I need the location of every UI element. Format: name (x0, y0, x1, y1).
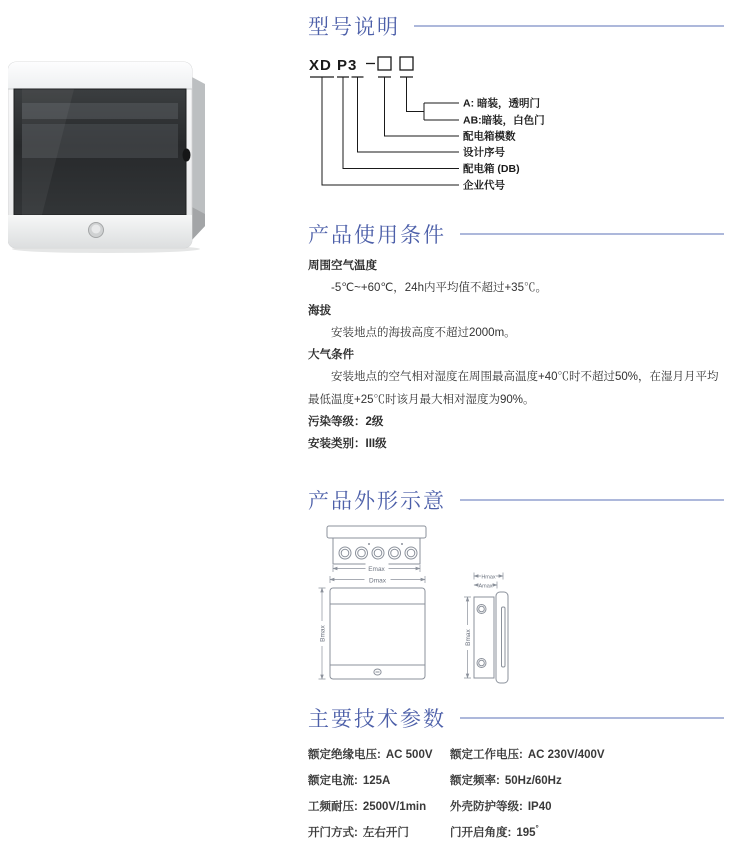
header-rule (460, 233, 724, 235)
param-item (308, 798, 450, 814)
param-value: IP40 (527, 801, 552, 813)
section-title: 型号说明 (308, 16, 400, 39)
product-photo (8, 56, 208, 254)
param-row (308, 793, 728, 819)
param-row (308, 819, 728, 841)
param-label: 额定工作电压: (450, 749, 523, 761)
tech-params-list (308, 741, 728, 841)
condition-heading: 大气条件 (308, 349, 354, 362)
condition-body: 安装地点的空气相对湿度在周围最高温度+40℃时不超过50%，在湿月月平均最低温度+25℃时该月最大相对湿度为90%。 (308, 371, 719, 406)
param-value: 125A (362, 775, 391, 787)
model-code-boxes (366, 57, 413, 70)
label-design-no: 设计序号 (463, 146, 505, 159)
condition-body: 安装地点的海拔高度不超过2000m。 (331, 326, 516, 339)
door-latch (183, 149, 191, 162)
param-item (308, 746, 450, 762)
param-item (450, 824, 728, 840)
top-view-dot (368, 543, 370, 545)
section-header-conditions (308, 219, 724, 249)
condition-heading: 安装类别：III级 (308, 438, 387, 451)
param-value: AC 500V (385, 749, 433, 761)
header-rule (460, 499, 724, 501)
section-title: 主要技术参数 (308, 708, 446, 731)
param-label: 外壳防护等级: (450, 801, 523, 813)
param-value: 左右开门 (362, 827, 409, 839)
section-header-params (308, 703, 724, 733)
header-rule (460, 717, 724, 719)
section-header-model (308, 11, 724, 41)
param-row (308, 767, 728, 793)
door-button-center (92, 225, 101, 234)
box-top-lid (8, 62, 192, 89)
param-item (308, 824, 450, 840)
dim-amax: Amax (478, 583, 493, 590)
label-db: 配电箱 (DB) (463, 163, 520, 175)
param-item (450, 746, 728, 762)
param-label: 门开启角度: (450, 827, 512, 839)
condition-heading: 海拔 (308, 304, 331, 317)
degree-sup: ° (535, 824, 539, 834)
param-value: 50Hz/60Hz (504, 775, 562, 787)
outline-dimension-drawing (305, 522, 575, 690)
dim-bmax-side: Bmax (465, 629, 472, 646)
param-row (308, 741, 728, 767)
dim-bmax-front: Bmax (319, 625, 327, 642)
section-header-outline (308, 485, 724, 515)
param-item (450, 772, 728, 788)
section-title: 产品外形示意 (308, 490, 446, 513)
param-label: 额定绝缘电压: (308, 749, 381, 761)
top-view-drawing (327, 526, 426, 564)
param-value: AC 230V/400V (527, 749, 605, 761)
diagram-connectors (322, 77, 459, 185)
condition-heading: 污染等级：2级 (308, 416, 384, 429)
label-door-ab: AB:暗装，白色门 (463, 114, 545, 127)
dim-dmax: Dmax (369, 577, 386, 585)
label-door-a: A: 暗装，透明门 (463, 97, 540, 110)
usage-conditions (308, 255, 724, 456)
param-item (450, 798, 728, 814)
param-label: 额定电流: (308, 775, 358, 787)
model-code: XD P3 (309, 57, 358, 74)
param-item (308, 772, 450, 788)
param-label: 额定频率: (450, 775, 500, 787)
param-label: 开门方式: (308, 827, 358, 839)
condition-body: -5℃~+60℃，24h内平均值不超过+35℃。 (331, 282, 547, 295)
label-modules: 配电箱模数 (463, 130, 516, 143)
dim-hmax: Hmax (481, 574, 496, 581)
condition-heading: 周围空气温度 (308, 260, 377, 272)
label-company: 企业代号 (463, 179, 505, 192)
header-rule (414, 25, 724, 27)
param-value: 2500V/1min (362, 801, 427, 813)
section-title: 产品使用条件 (308, 224, 446, 247)
param-label: 工频耐压: (308, 801, 358, 813)
top-view-dot (401, 543, 403, 545)
side-view-drawing (474, 592, 508, 683)
front-view-drawing (330, 588, 425, 679)
dim-emax: Emax (368, 566, 385, 573)
param-value: 195 (516, 827, 536, 839)
model-designation-diagram (305, 54, 730, 194)
